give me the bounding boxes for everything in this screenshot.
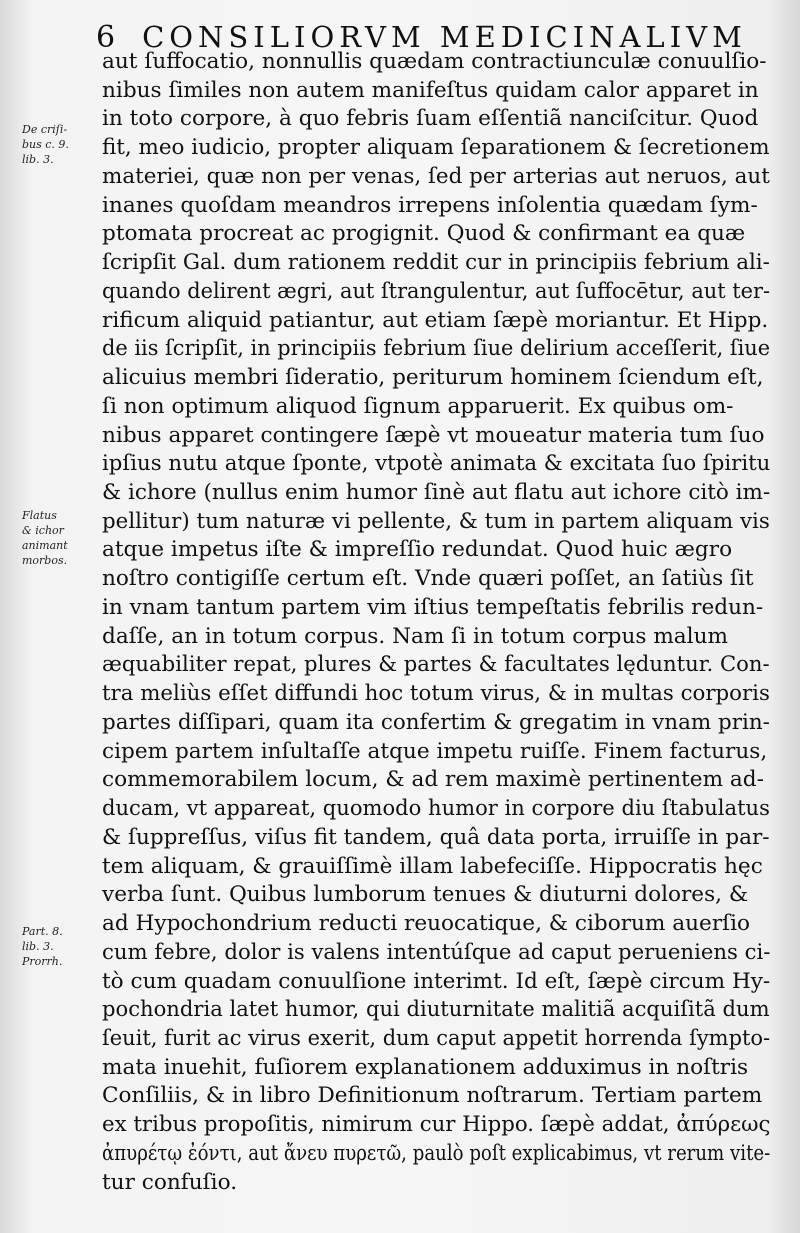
text-line: cipem partem inſultaſſe atque impetu ruiſſe. Finem facturus, — [102, 738, 768, 764]
marginal-note-flatus — [22, 508, 100, 568]
text-line: nibus apparet contingere ſæpè vt moueatur materia tum ſuo — [102, 422, 765, 448]
text-line: tra meliùs eſſet diffundi hoc totum virus, & in multas corporis — [102, 681, 770, 707]
marginal-note-line: lib. 3. — [22, 153, 54, 166]
marginal-note-line: Flatus — [22, 509, 57, 522]
text-line: tur confuſio. — [102, 1169, 238, 1195]
text-line: in toto corpore, à quo febris ſuam eſſentiã nanciſcitur. Quod — [102, 106, 759, 132]
text-line: partes diſſipari, quam ita confertim & gregatim in vnam prin- — [102, 709, 770, 735]
marginal-note-line: morbos. — [22, 554, 68, 567]
text-line: fit, meo iudicio, propter aliquam ſeparationem & ſecretionem — [102, 135, 770, 161]
text-line: ptomata procreat ac progignit. Quod & confirmant ea quæ — [102, 221, 746, 247]
text-line: rificum aliquid patiantur, aut etiam ſæpè moriantur. Et Hipp. — [102, 307, 769, 333]
text-line: æquabiliter repat, plures & partes & facultates lęduntur. Con- — [102, 652, 770, 678]
text-line: ad Hypochondrium reducti reuocatique, & ciborum auerſio — [102, 911, 751, 937]
text-line: noſtro contigiſſe certum eſt. Vnde quæri poſſet, an ſatiùs ſit — [102, 566, 754, 592]
text-line: ex tribus propoſitis, nimirum cur Hippo. ſæpè addat, ἀπύρεως — [102, 1112, 771, 1138]
text-line: ipſius nutu atque ſponte, vtpotè animata & excitata ſuo ſpiritu — [102, 451, 771, 477]
marginal-note-line: animant — [22, 539, 68, 552]
text-line: ſi non optimum aliquod ſignum apparuerit. Ex quibus om- — [102, 393, 734, 419]
text-line: pellitur) tum naturæ vi pellente, & tum in partem aliquam vis — [102, 508, 770, 534]
marginal-note-line: lib. 3. — [22, 940, 54, 953]
text-line: de iis ſcripſit, in principiis febrium ſiue delirium acceſſerit, ſiue — [102, 336, 771, 362]
marginal-note-line: Part. 8. — [22, 925, 63, 938]
text-line: mata inuehit, fuſiorem explanationem adduximus in noſtris — [102, 1054, 749, 1080]
marginal-note-line: De criſi- — [22, 123, 68, 136]
page-number: 6 — [96, 20, 117, 55]
text-line: & ſuppreſſus, viſus fit tandem, quâ data porta, irruiſſe in par- — [102, 824, 770, 850]
text-line: quando delirent ægri, aut ſtrangulentur, aut ſuffocētur, aut ter- — [102, 278, 771, 304]
text-line: ἀπυρέτῳ ἐόντι, aut ἄνευ πυρετῶ, paulò poſt explicabimus, vt rerum vite- — [102, 1140, 771, 1166]
text-line: verba ſunt. Quibus lumborum tenues & diuturni dolores, & — [102, 882, 749, 908]
text-line: ſcripſit Gal. dum rationem reddit cur in principiis febrium ali- — [102, 250, 770, 276]
text-line: Conſiliis, & in libro Definitionum noſtrarum. Tertiam partem — [102, 1083, 763, 1109]
marginal-note-prorrh — [22, 924, 100, 969]
text-line: materiei, quæ non per venas, ſed per arterias aut neruos, aut — [102, 163, 770, 189]
text-line: & ichore (nullus enim humor ſinè aut flatu aut ichore citò im- — [102, 480, 771, 506]
marginal-note-decrisibus — [22, 122, 100, 167]
marginal-note-line: Prorrh. — [22, 955, 63, 968]
text-line: in vnam tantum partem vim iſtius tempeſtatis febrilis redun- — [102, 594, 764, 620]
marginal-note-line: bus c. 9. — [22, 138, 69, 151]
text-line: tem aliquam, & grauiſſimè illam labefeciſſe. Hippocratis hęc — [102, 853, 763, 879]
text-line: nibus ſimiles non autem manifeſtus quidam calor apparet in — [102, 77, 759, 103]
text-line: tò cum quadam conuulſione interimt. Id eſt, ſæpè circum Hy- — [102, 968, 771, 994]
text-line: commemorabilem locum, & ad rem maximè pertinentem ad- — [102, 767, 764, 793]
text-line: aut ſuffocatio, nonnullis quædam contractiunculæ conuulſio- — [102, 49, 767, 74]
text-line: ſeuit, furit ac virus exerit, dum caput appetit horrenda ſympto- — [102, 1025, 771, 1051]
text-line: ducam, vt appareat, quomodo humor in corpore diu ſtabulatus — [102, 796, 770, 822]
text-line: cum febre, dolor is valens intentúſque ad caput perueniens ci- — [102, 939, 771, 965]
text-line: pochondria latet humor, qui diuturnitate malitiã acquiſitã dum — [102, 997, 770, 1023]
text-line: atque impetus iſte & impreſſio redundat. Quod huic ægro — [102, 537, 733, 563]
text-line: alicuius membri ſideratio, periturum hominem ſciendum eſt, — [102, 365, 764, 391]
marginal-note-line: & ichor — [22, 524, 64, 537]
text-line: daſſe, an in totum corpus. Nam ſi in totum corpus malum — [102, 623, 728, 649]
running-title: CONSILIORVM MEDICINALIVM — [142, 20, 747, 54]
body-text — [102, 48, 772, 1197]
text-line: inanes quoſdam meandros irrepens inſolentia quædam ſym- — [102, 192, 758, 218]
